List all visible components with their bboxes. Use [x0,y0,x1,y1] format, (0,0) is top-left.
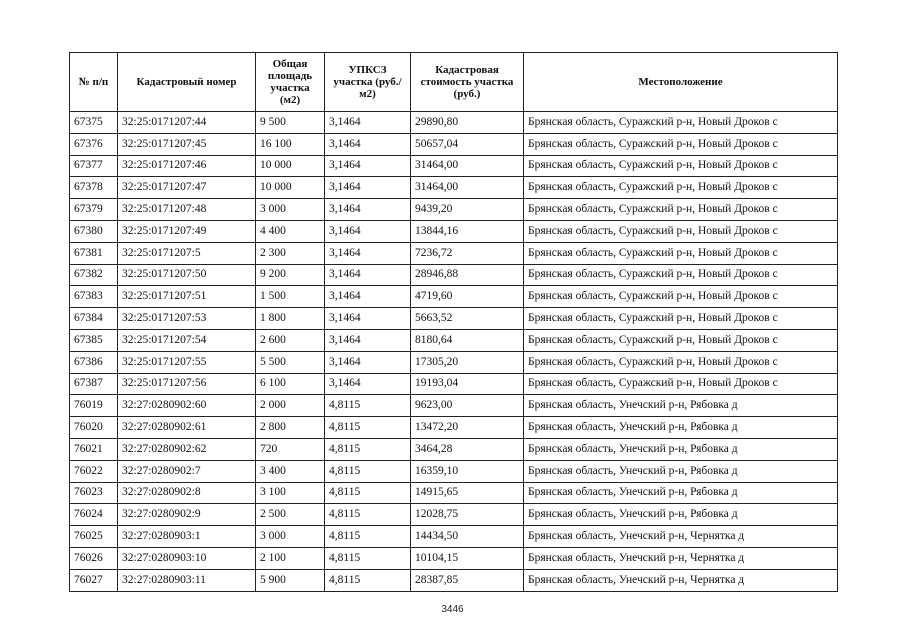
cell-cadastral-cost: 14434,50 [411,526,524,548]
cell-location: Брянская область, Суражский р-н, Новый Дроков с [524,351,838,373]
cell-location: Брянская область, Унечский р-н, Рябовка д [524,504,838,526]
cell-area: 10 000 [256,155,325,177]
table-row [70,177,838,199]
header-row [70,53,838,112]
cell-area: 9 200 [256,264,325,286]
cell-number: 67382 [70,264,118,286]
cell-cadastral-number: 32:25:0171207:47 [118,177,256,199]
cell-location: Брянская область, Суражский р-н, Новый Дроков с [524,264,838,286]
cell-location: Брянская область, Суражский р-н, Новый Дроков с [524,308,838,330]
table-row [70,133,838,155]
cell-area: 720 [256,438,325,460]
cell-upkz: 4,8115 [325,417,411,439]
cell-cadastral-cost: 16359,10 [411,460,524,482]
cell-cadastral-number: 32:25:0171207:54 [118,329,256,351]
cell-cadastral-cost: 3464,28 [411,438,524,460]
cell-location: Брянская область, Суражский р-н, Новый Дроков с [524,373,838,395]
cell-cadastral-cost: 13472,20 [411,417,524,439]
cell-area: 3 100 [256,482,325,504]
cell-upkz: 4,8115 [325,460,411,482]
cell-upkz: 3,1464 [325,264,411,286]
cell-location: Брянская область, Унечский р-н, Рябовка д [524,482,838,504]
cell-number: 76019 [70,395,118,417]
cell-cadastral-number: 32:25:0171207:56 [118,373,256,395]
cell-upkz: 4,8115 [325,395,411,417]
cell-area: 6 100 [256,373,325,395]
cell-number: 67385 [70,329,118,351]
cell-number: 67386 [70,351,118,373]
table-row [70,112,838,134]
cell-upkz: 3,1464 [325,308,411,330]
cell-upkz: 4,8115 [325,482,411,504]
cell-cadastral-cost: 31464,00 [411,177,524,199]
cell-cadastral-cost: 7236,72 [411,242,524,264]
cell-location: Брянская область, Суражский р-н, Новый Дроков с [524,177,838,199]
cell-number: 76023 [70,482,118,504]
cell-location: Брянская область, Суражский р-н, Новый Дроков с [524,112,838,134]
table-row [70,417,838,439]
cell-area: 2 100 [256,547,325,569]
cell-location: Брянская область, Суражский р-н, Новый Дроков с [524,133,838,155]
cell-cadastral-cost: 10104,15 [411,547,524,569]
header-cadastral-number: Кадастровый номер [118,53,256,112]
cell-number: 67387 [70,373,118,395]
cell-location: Брянская область, Унечский р-н, Рябовка д [524,395,838,417]
cell-upkz: 4,8115 [325,438,411,460]
cell-area: 1 500 [256,286,325,308]
table-header [70,53,838,112]
cell-area: 3 000 [256,199,325,221]
cell-number: 67378 [70,177,118,199]
header-location: Местоположение [524,53,838,112]
cell-area: 16 100 [256,133,325,155]
table-body [70,112,838,592]
cell-location: Брянская область, Суражский р-н, Новый Дроков с [524,286,838,308]
cell-cadastral-number: 32:27:0280902:62 [118,438,256,460]
cell-cadastral-cost: 29890,80 [411,112,524,134]
cell-cadastral-cost: 4719,60 [411,286,524,308]
table-row [70,547,838,569]
cell-upkz: 3,1464 [325,329,411,351]
cell-number: 67384 [70,308,118,330]
cell-location: Брянская область, Унечский р-н, Рябовка д [524,417,838,439]
table-row [70,286,838,308]
cell-upkz: 4,8115 [325,569,411,591]
cell-location: Брянская область, Унечский р-н, Чернятка д [524,569,838,591]
cell-upkz: 3,1464 [325,199,411,221]
cell-upkz: 3,1464 [325,373,411,395]
cell-location: Брянская область, Суражский р-н, Новый Дроков с [524,329,838,351]
cell-upkz: 3,1464 [325,351,411,373]
cell-cadastral-number: 32:25:0171207:53 [118,308,256,330]
cell-number: 76021 [70,438,118,460]
cell-upkz: 4,8115 [325,547,411,569]
cell-upkz: 3,1464 [325,133,411,155]
cell-area: 5 500 [256,351,325,373]
cell-cadastral-number: 32:25:0171207:5 [118,242,256,264]
cell-area: 2 600 [256,329,325,351]
cell-cadastral-number: 32:27:0280902:9 [118,504,256,526]
cell-number: 76027 [70,569,118,591]
table-row [70,373,838,395]
cell-location: Брянская область, Унечский р-н, Рябовка д [524,438,838,460]
cell-cadastral-number: 32:27:0280903:10 [118,547,256,569]
cell-cadastral-number: 32:27:0280902:60 [118,395,256,417]
cell-cadastral-number: 32:25:0171207:46 [118,155,256,177]
cell-cadastral-number: 32:25:0171207:44 [118,112,256,134]
cell-number: 67375 [70,112,118,134]
table-row [70,264,838,286]
cell-cadastral-number: 32:25:0171207:45 [118,133,256,155]
cell-upkz: 3,1464 [325,242,411,264]
cell-cadastral-number: 32:25:0171207:48 [118,199,256,221]
table-row [70,329,838,351]
cell-area: 2 800 [256,417,325,439]
cell-cadastral-cost: 50657,04 [411,133,524,155]
cell-cadastral-cost: 17305,20 [411,351,524,373]
cell-area: 9 500 [256,112,325,134]
table-row [70,438,838,460]
cell-upkz: 3,1464 [325,112,411,134]
table-row [70,242,838,264]
cell-upkz: 4,8115 [325,504,411,526]
cell-cadastral-number: 32:25:0171207:55 [118,351,256,373]
cell-number: 67376 [70,133,118,155]
cell-number: 76020 [70,417,118,439]
table-row [70,526,838,548]
cell-upkz: 3,1464 [325,286,411,308]
cell-number: 67377 [70,155,118,177]
cell-cadastral-cost: 13844,16 [411,220,524,242]
cell-cadastral-cost: 28946,88 [411,264,524,286]
cell-cadastral-number: 32:25:0171207:51 [118,286,256,308]
cell-area: 3 400 [256,460,325,482]
cell-cadastral-number: 32:27:0280903:1 [118,526,256,548]
cell-cadastral-number: 32:27:0280903:11 [118,569,256,591]
cell-upkz: 3,1464 [325,177,411,199]
table-row [70,504,838,526]
page-number: 3446 [441,604,464,615]
cell-upkz: 3,1464 [325,220,411,242]
cell-cadastral-number: 32:27:0280902:61 [118,417,256,439]
cell-area: 3 000 [256,526,325,548]
cell-number: 76022 [70,460,118,482]
cell-area: 2 000 [256,395,325,417]
cell-location: Брянская область, Унечский р-н, Чернятка д [524,526,838,548]
cell-cadastral-cost: 9439,20 [411,199,524,221]
cell-number: 76026 [70,547,118,569]
cell-location: Брянская область, Суражский р-н, Новый Дроков с [524,242,838,264]
header-upkz: УПКСЗ участка (руб./м2) [325,53,411,112]
table-row [70,460,838,482]
cell-location: Брянская область, Суражский р-н, Новый Дроков с [524,155,838,177]
cell-cadastral-number: 32:27:0280902:7 [118,460,256,482]
cell-cadastral-cost: 8180,64 [411,329,524,351]
table-row [70,155,838,177]
cell-location: Брянская область, Унечский р-н, Чернятка д [524,547,838,569]
table-row [70,220,838,242]
cell-number: 67380 [70,220,118,242]
cell-area: 5 900 [256,569,325,591]
cell-cadastral-cost: 12028,75 [411,504,524,526]
cell-cadastral-number: 32:25:0171207:50 [118,264,256,286]
cell-upkz: 4,8115 [325,526,411,548]
cell-cadastral-cost: 5663,52 [411,308,524,330]
cell-number: 76024 [70,504,118,526]
header-total-area: Общая площадь участка (м2) [256,53,325,112]
cell-cadastral-number: 32:25:0171207:49 [118,220,256,242]
cell-cadastral-cost: 19193,04 [411,373,524,395]
cell-area: 2 500 [256,504,325,526]
cell-cadastral-cost: 28387,85 [411,569,524,591]
cell-cadastral-cost: 14915,65 [411,482,524,504]
header-cadastral-cost: Кадастровая стоимость участка (руб.) [411,53,524,112]
cell-upkz: 3,1464 [325,155,411,177]
header-number: № п/п [70,53,118,112]
cell-location: Брянская область, Унечский р-н, Рябовка д [524,460,838,482]
cell-number: 67383 [70,286,118,308]
cell-area: 4 400 [256,220,325,242]
cell-area: 1 800 [256,308,325,330]
cell-location: Брянская область, Суражский р-н, Новый Дроков с [524,199,838,221]
cell-cadastral-cost: 31464,00 [411,155,524,177]
table-row [70,395,838,417]
cell-number: 76025 [70,526,118,548]
cell-cadastral-cost: 9623,00 [411,395,524,417]
table-row [70,351,838,373]
table-row [70,308,838,330]
cell-number: 67381 [70,242,118,264]
cell-area: 10 000 [256,177,325,199]
cell-location: Брянская область, Суражский р-н, Новый Дроков с [524,220,838,242]
cell-area: 2 300 [256,242,325,264]
table-row [70,569,838,591]
cell-cadastral-number: 32:27:0280902:8 [118,482,256,504]
table-row [70,199,838,221]
table-row [70,482,838,504]
cell-number: 67379 [70,199,118,221]
cadastral-value-table [69,52,838,592]
